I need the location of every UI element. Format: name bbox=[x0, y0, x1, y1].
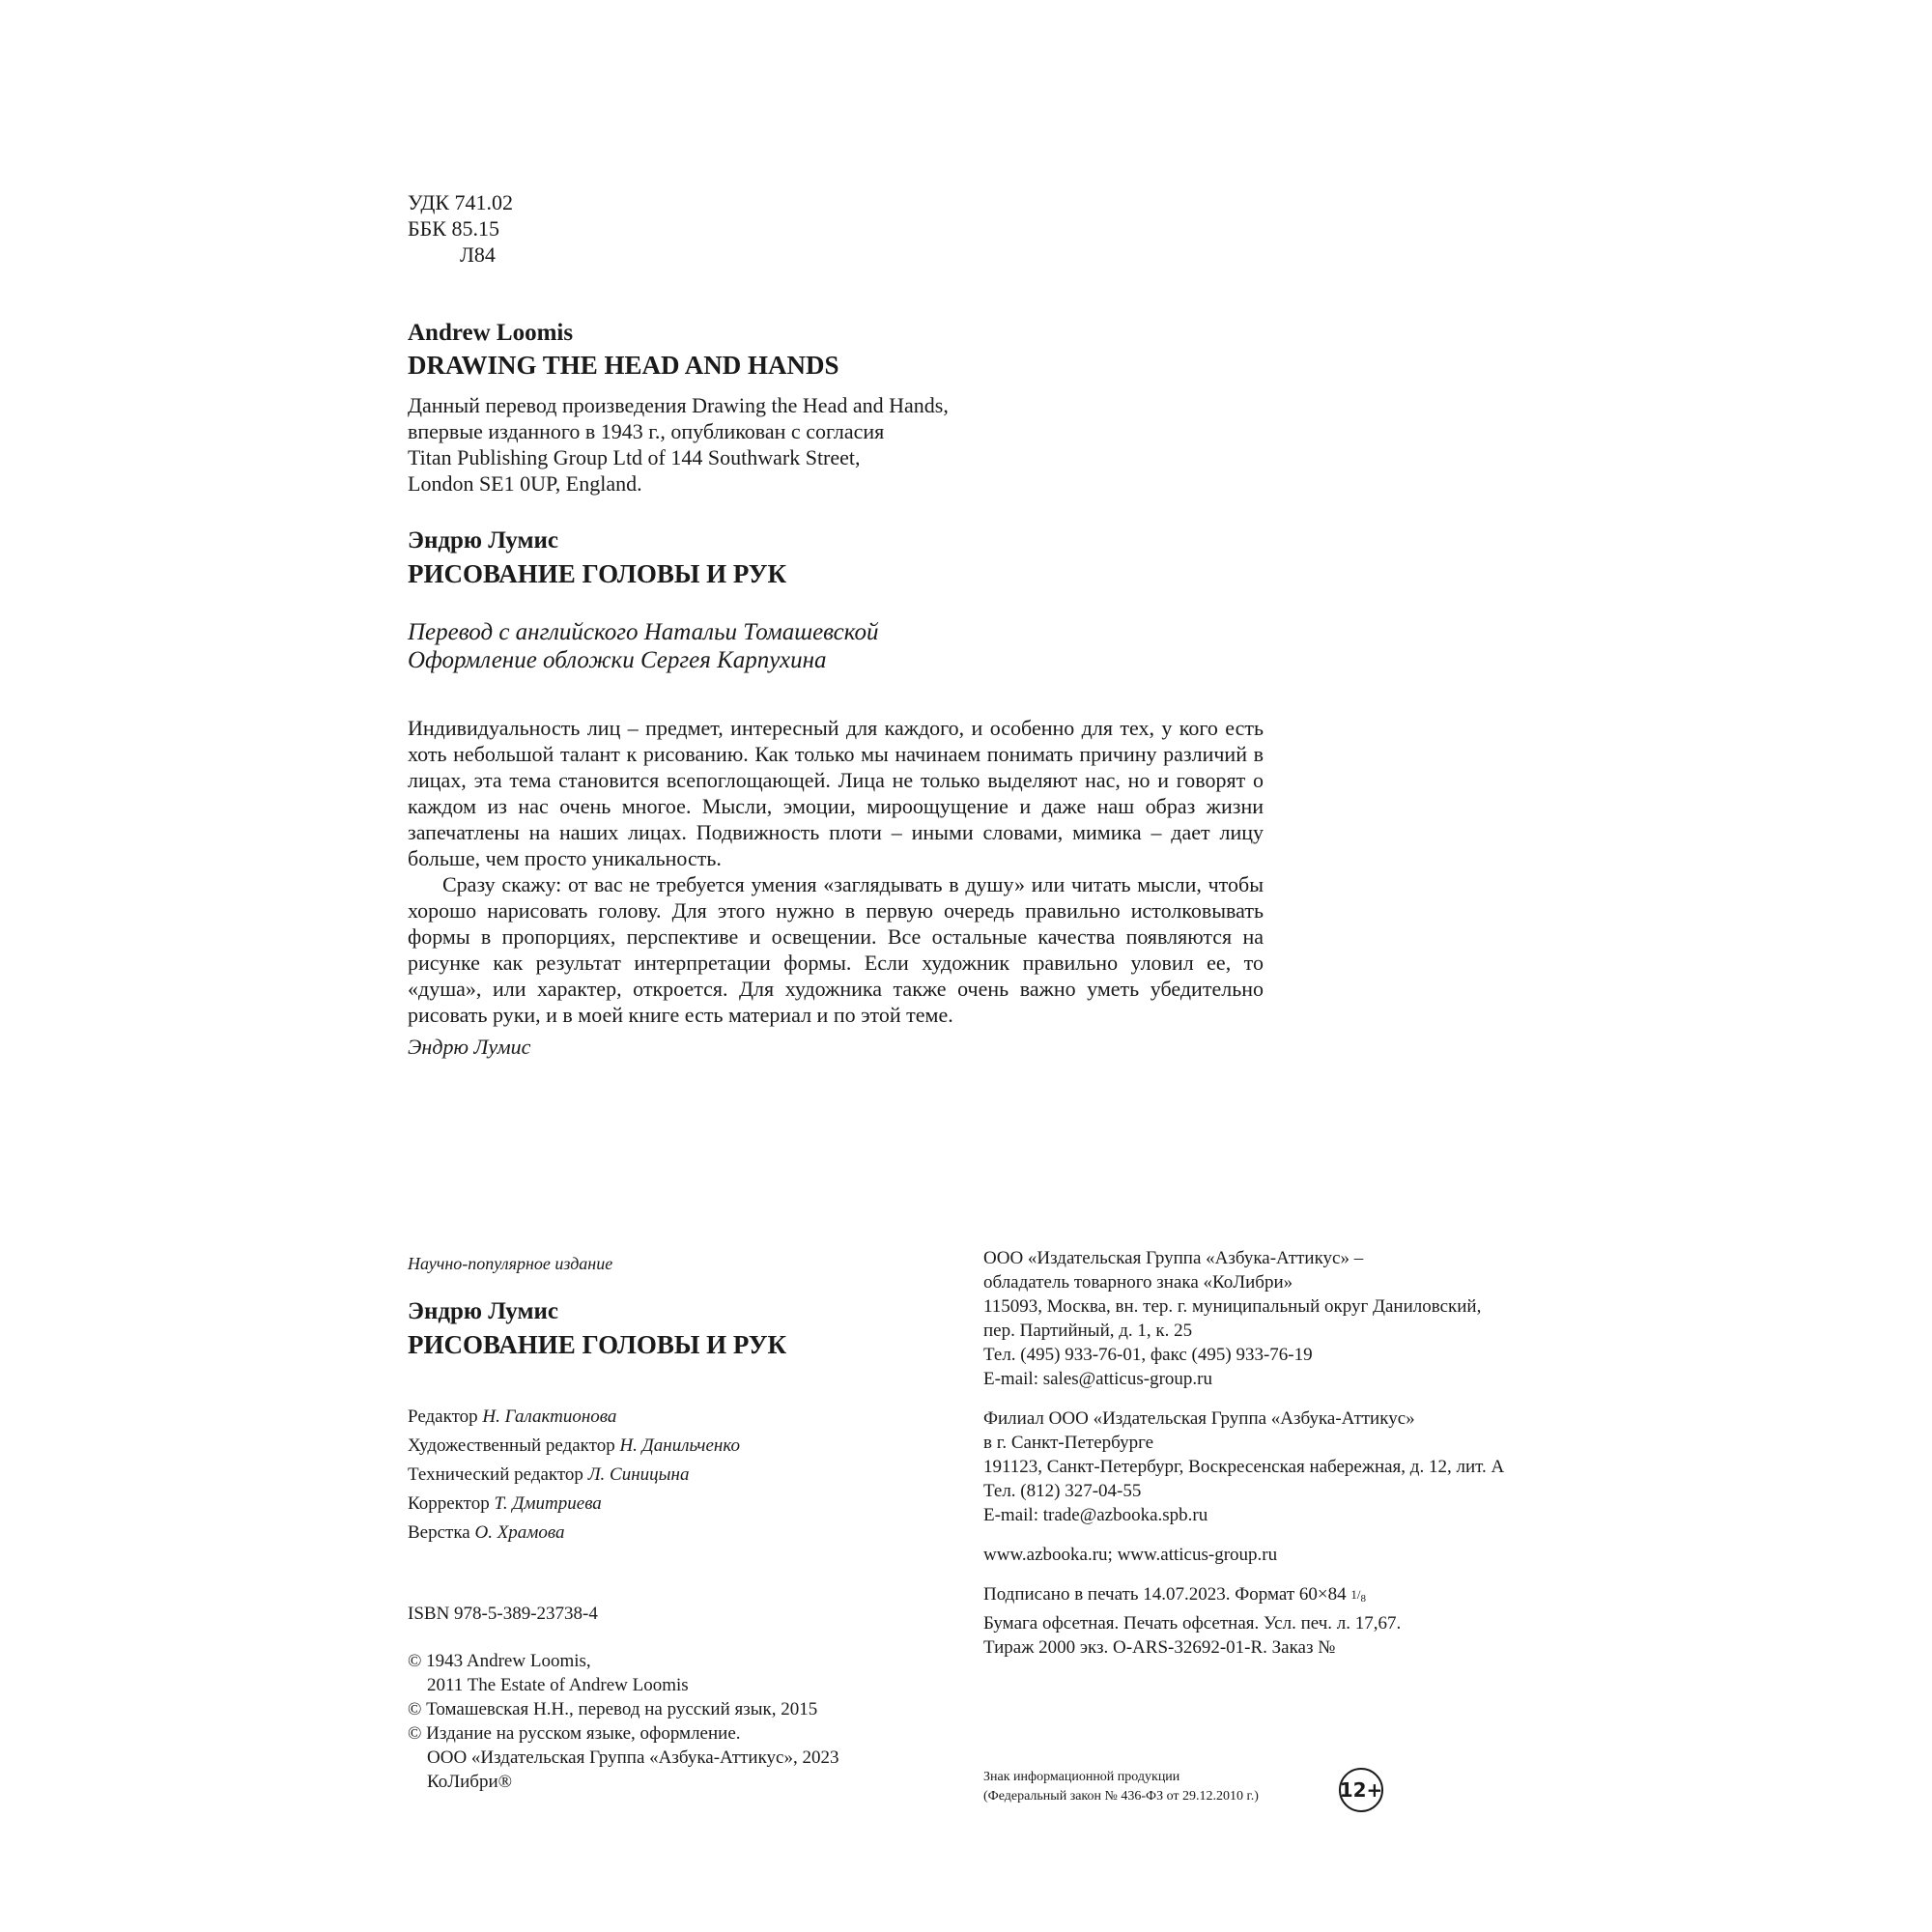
print-signed-line bbox=[983, 1582, 1582, 1611]
staff-item bbox=[408, 1461, 929, 1490]
imprint-author: Эндрю Лумис bbox=[408, 1298, 558, 1324]
age-rating-badge: 12+ bbox=[1339, 1768, 1383, 1812]
age-rating bbox=[983, 1764, 1582, 1822]
publisher-line: обладатель товарного знака «КоЛибри» bbox=[983, 1272, 1293, 1293]
staff-role: Технический редактор bbox=[408, 1464, 583, 1485]
websites: www.azbooka.ru; www.atticus-group.ru bbox=[983, 1545, 1278, 1565]
print-details bbox=[983, 1582, 1582, 1660]
staff-name: Н. Галактионова bbox=[482, 1406, 617, 1427]
branch-line: Филиал ООО «Издательская Группа «Азбука-Аттикус» bbox=[983, 1408, 1415, 1429]
annotation-paragraph: Сразу скажу: от вас не требуется умения «заглядывать в душу» или читать мысли, чтобы хорошо нарисовать голову. Для этого нужно в первую очередь правильно истолковывать формы в пропорциях, перспективе и освещении. Все остальные качества появляются на рисунке как результат интерпретации формы. Если художник правильно уловил ее, то «душа», или характер, откроется. Для художника также очень важно уметь убедительно рисовать руки, и в моей книге есть материал и по этой теме. bbox=[408, 872, 1264, 1027]
classification-codes bbox=[408, 189, 513, 268]
notice-line: Titan Publishing Group Ltd of 144 Southwark Street, bbox=[408, 445, 861, 469]
original-title: DRAWING THE HEAD AND HANDS bbox=[408, 351, 839, 380]
publisher-info bbox=[983, 1246, 1582, 1660]
isbn: ISBN 978-5-389-23738-4 bbox=[408, 1604, 598, 1624]
staff-name: О. Храмова bbox=[474, 1522, 565, 1543]
translation-notice bbox=[408, 392, 1374, 497]
imprint-left-column bbox=[408, 1252, 929, 1794]
publisher-email: E-mail: sales@atticus-group.ru bbox=[983, 1369, 1212, 1389]
staff-name: Т. Дмитриева bbox=[494, 1493, 602, 1514]
author-code: Л84 bbox=[460, 242, 496, 267]
format-denominator: 8 bbox=[1360, 1593, 1366, 1605]
russian-title-block bbox=[408, 526, 1374, 674]
staff-item bbox=[408, 1519, 929, 1548]
staff-role: Верстка bbox=[408, 1522, 470, 1543]
staff-item bbox=[408, 1490, 929, 1519]
print-signed: Подписано в печать 14.07.2023. Формат 60×84 bbox=[983, 1584, 1347, 1605]
branch-line: Тел. (812) 327-04-55 bbox=[983, 1481, 1142, 1501]
edition-type: Научно-популярное издание bbox=[408, 1254, 613, 1273]
copyright-line: © 1943 Andrew Loomis, bbox=[408, 1651, 591, 1671]
notice-line: Данный перевод произведения Drawing the Head and Hands, bbox=[408, 393, 949, 417]
format-numerator: 1 bbox=[1350, 1587, 1357, 1602]
staff-name: Л. Синицына bbox=[587, 1464, 690, 1485]
publisher-line: пер. Партийный, д. 1, к. 25 bbox=[983, 1321, 1193, 1341]
publisher-line: Тел. (495) 933-76-01, факс (495) 933-76-19 bbox=[983, 1345, 1313, 1365]
format-fraction: 1/8 bbox=[1350, 1587, 1366, 1605]
copyright-line: 2011 The Estate of Andrew Loomis bbox=[427, 1675, 689, 1695]
translator-credit: Перевод с английского Натальи Томашевской bbox=[408, 619, 879, 645]
publisher-line: 115093, Москва, вн. тер. г. муниципальный округ Даниловский, bbox=[983, 1296, 1482, 1317]
notice-line: впервые изданного в 1943 г., опубликован с согласия bbox=[408, 419, 885, 443]
annotation bbox=[408, 715, 1264, 1060]
annotation-signature: Эндрю Лумис bbox=[408, 1035, 531, 1059]
original-title-block bbox=[408, 319, 1374, 497]
staff-item bbox=[408, 1432, 929, 1461]
notice-line: London SE1 0UP, England. bbox=[408, 471, 642, 496]
imprint-title: РИСОВАНИЕ ГОЛОВЫ И РУК bbox=[408, 1330, 787, 1359]
age-rating-line: Знак информационной продукции bbox=[983, 1770, 1180, 1784]
age-rating-law: (Федеральный закон № 436-ФЗ от 29.12.2010 г.) bbox=[983, 1789, 1259, 1804]
branch-line: 191123, Санкт-Петербург, Воскресенская набережная, д. 12, лит. А bbox=[983, 1457, 1505, 1477]
bbk-code: ББК 85.15 bbox=[408, 216, 499, 241]
credits bbox=[408, 618, 1374, 674]
paper-line: Бумага офсетная. Печать офсетная. Усл. печ. л. 17,67. bbox=[983, 1613, 1402, 1634]
staff-role: Корректор bbox=[408, 1493, 490, 1514]
staff-role: Художественный редактор bbox=[408, 1435, 615, 1456]
staff-role: Редактор bbox=[408, 1406, 478, 1427]
publisher-branch bbox=[983, 1406, 1582, 1527]
staff-item bbox=[408, 1403, 929, 1432]
original-author: Andrew Loomis bbox=[408, 320, 574, 346]
copyright-line: ООО «Издательская Группа «Азбука-Аттикус», 2023 bbox=[427, 1747, 839, 1768]
russian-author: Эндрю Лумис bbox=[408, 527, 558, 554]
branch-line: в г. Санкт-Петербурге bbox=[983, 1433, 1154, 1453]
annotation-paragraph: Индивидуальность лиц – предмет, интересный для каждого, и особенно для тех, у кого есть хоть небольшой талант к рисованию. Как только мы начинаем понимать причину различий в лицах, эта тема становится всепоглощающей. Лица не только выделяют нас, но и говорят о каждом из нас очень многое. Мысли, эмоции, мироощущение и даже наш образ жизни запечатлены на наших лицах. Подвижность плоти – иными словами, мимика – дает лицу больше, чем просто уникальность. bbox=[408, 716, 1264, 870]
staff-name: Н. Данильченко bbox=[619, 1435, 740, 1456]
age-rating-text bbox=[983, 1768, 1259, 1806]
cover-design-credit: Оформление обложки Сергея Карпухина bbox=[408, 647, 827, 673]
branch-email: E-mail: trade@azbooka.spb.ru bbox=[983, 1505, 1208, 1525]
copyright-line: © Издание на русском языке, оформление. bbox=[408, 1723, 741, 1744]
run-line: Тираж 2000 экз. O-ARS-32692-01-R. Заказ № bbox=[983, 1637, 1336, 1658]
copyright-line: КоЛибри® bbox=[427, 1772, 513, 1792]
copyright-line: © Томашевская Н.Н., перевод на русский язык, 2015 bbox=[408, 1699, 818, 1719]
russian-title: РИСОВАНИЕ ГОЛОВЫ И РУК bbox=[408, 559, 787, 588]
copyright-block bbox=[408, 1649, 929, 1794]
staff-list bbox=[408, 1403, 929, 1548]
udk-code: УДК 741.02 bbox=[408, 190, 514, 214]
publisher-main bbox=[983, 1246, 1582, 1391]
publisher-line: ООО «Издательская Группа «Азбука-Аттикус» – bbox=[983, 1248, 1364, 1268]
